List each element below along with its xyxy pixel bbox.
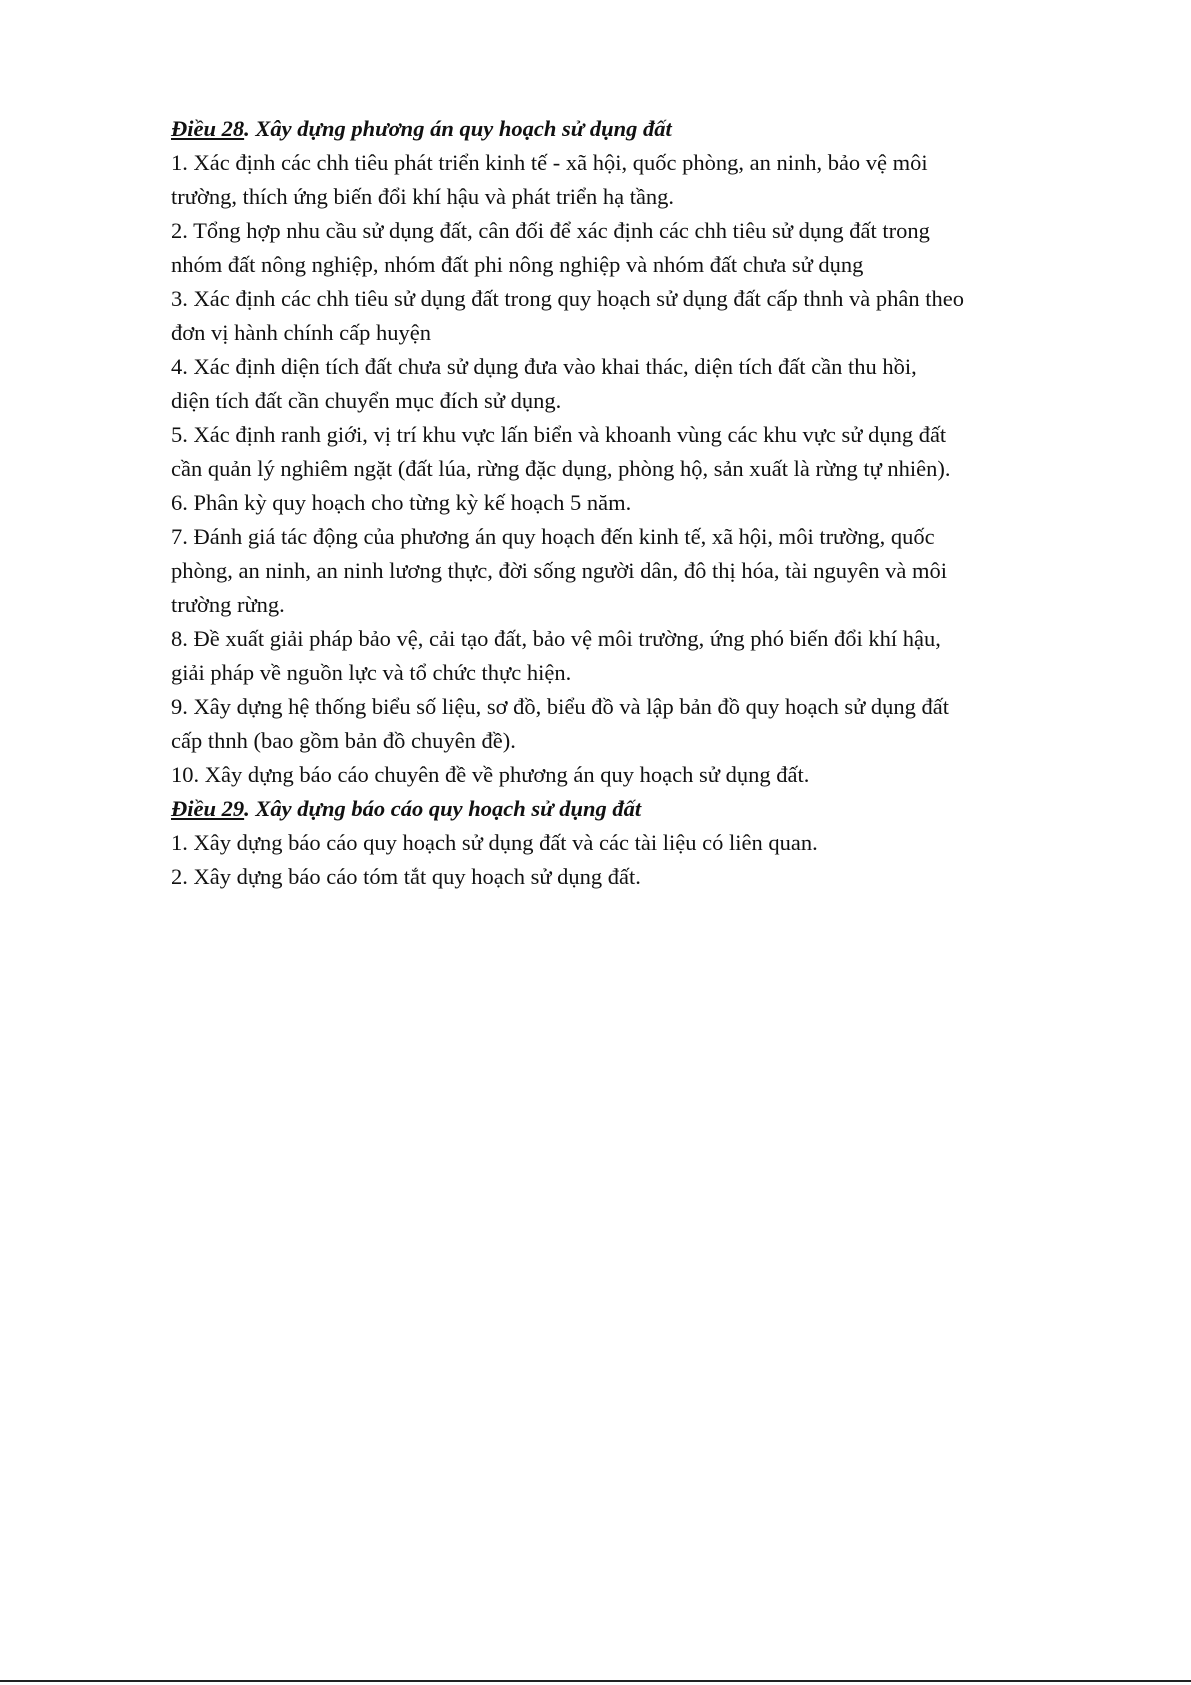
article-29-number: Điều 29 xyxy=(171,796,245,821)
article-28-line: 7. Đánh giá tác động của phương án quy hoạch đến kinh tế, xã hội, môi trường, quốc xyxy=(171,524,935,549)
article-28-line: đơn vị hành chính cấp huyện xyxy=(171,320,431,345)
article-29-heading xyxy=(171,792,1101,826)
article-29-line: 2. Xây dựng báo cáo tóm tắt quy hoạch sử dụng đất. xyxy=(171,864,641,889)
article-28-line: phòng, an ninh, an ninh lương thực, đời sống người dân, đô thị hóa, tài nguyên và môi xyxy=(171,558,947,583)
article-28-line: trường rừng. xyxy=(171,592,285,617)
article-28-line: 9. Xây dựng hệ thống biểu số liệu, sơ đồ, biểu đồ và lập bản đồ quy hoạch sử dụng đất xyxy=(171,694,950,719)
article-28-line: 2. Tổng hợp nhu cầu sử dụng đất, cân đối để xác định các chh tiêu sử dụng đất trong xyxy=(171,218,930,243)
article-28-line: cần quản lý nghiêm ngặt (đất lúa, rừng đặc dụng, phòng hộ, sản xuất là rừng tự nhiên). xyxy=(171,456,951,481)
article-28-line: 10. Xây dựng báo cáo chuyên đề về phương án quy hoạch sử dụng đất. xyxy=(171,762,810,787)
article-28-line: giải pháp về nguồn lực và tổ chức thực hiện. xyxy=(171,660,572,685)
article-28-number: Điều 28 xyxy=(171,116,245,141)
article-29-line: 1. Xây dựng báo cáo quy hoạch sử dụng đất và các tài liệu có liên quan. xyxy=(171,830,818,855)
article-28-line: 5. Xác định ranh giới, vị trí khu vực lấn biển và khoanh vùng các khu vực sử dụng đất xyxy=(171,422,947,447)
article-28-line: 8. Đề xuất giải pháp bảo vệ, cải tạo đất, bảo vệ môi trường, ứng phó biến đổi khí hậu, xyxy=(171,626,941,651)
article-28-line: 3. Xác định các chh tiêu sử dụng đất trong quy hoạch sử dụng đất cấp thnh và phân theo xyxy=(171,286,964,311)
article-28-title: . Xây dựng phương án quy hoạch sử dụng đất xyxy=(244,116,672,141)
article-28-line: nhóm đất nông nghiệp, nhóm đất phi nông nghiệp và nhóm đất chưa sử dụng xyxy=(171,252,864,277)
article-28-line: trường, thích ứng biến đổi khí hậu và phát triển hạ tầng. xyxy=(171,184,675,209)
article-28-line: 4. Xác định diện tích đất chưa sử dụng đưa vào khai thác, diện tích đất cần thu hồi, xyxy=(171,354,917,379)
document-body xyxy=(171,112,1101,894)
article-28-line: diện tích đất cần chuyển mục đích sử dụng. xyxy=(171,388,562,413)
article-28-line: 1. Xác định các chh tiêu phát triển kinh tế - xã hội, quốc phòng, an ninh, bảo vệ môi xyxy=(171,150,928,175)
article-29-title: . Xây dựng báo cáo quy hoạch sử dụng đất xyxy=(244,796,642,821)
article-28-heading xyxy=(171,112,1101,146)
page-bottom-rule xyxy=(0,1680,1191,1682)
article-28-line: 6. Phân kỳ quy hoạch cho từng kỳ kế hoạch 5 năm. xyxy=(171,490,632,515)
article-28-line: cấp thnh (bao gồm bản đồ chuyên đề). xyxy=(171,728,516,753)
